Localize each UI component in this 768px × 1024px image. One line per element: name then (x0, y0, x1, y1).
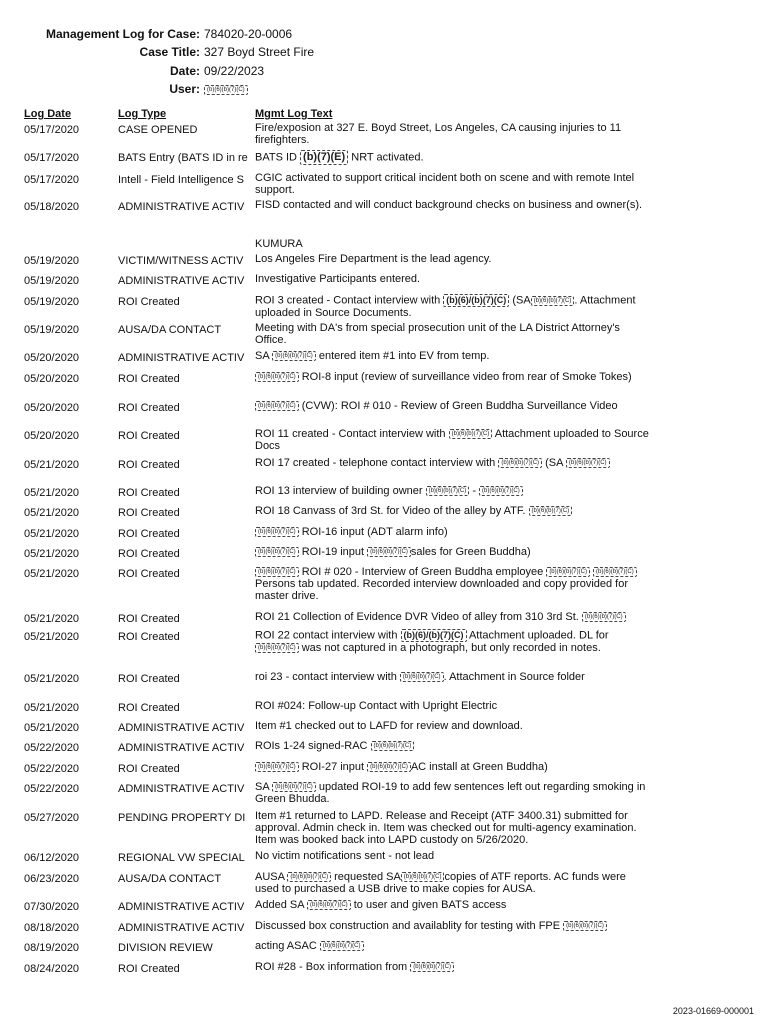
redaction-box: (b)(6)(b)(7)(C) (426, 486, 470, 496)
log-text-cell (255, 940, 650, 952)
log-text-segment: roi 23 - contact interview with (255, 671, 400, 683)
log-text-segment: (SA (542, 457, 566, 469)
log-date-cell: 05/21/2020 (24, 528, 80, 540)
log-text-segment: (SA (509, 294, 531, 307)
log-text-segment: Added SA (255, 899, 307, 911)
log-text-segment: (CVW): ROI # 010 - Review of Green Buddha Surveillance Video (298, 400, 618, 412)
case-number-row (0, 25, 292, 43)
column-header-mgmt-log-text: Mgmt Log Text (255, 108, 333, 120)
log-type-cell: ADMINISTRATIVE ACTIV (118, 742, 245, 754)
log-text-cell (255, 273, 650, 285)
log-text-segment: ROI-19 input (298, 546, 368, 558)
log-type-cell: ADMINISTRATIVE ACTIV (118, 783, 245, 795)
log-type-cell: ROI Created (118, 568, 180, 580)
log-text-segment: was not captured in a photograph, but only recorded in notes. (298, 642, 601, 654)
log-type-cell: AUSA/DA CONTACT (118, 324, 222, 336)
log-type-cell: ROI Created (118, 296, 180, 308)
log-date-cell: 06/23/2020 (24, 873, 80, 885)
log-text-segment: sales for Green Buddha) (410, 546, 531, 558)
log-text-segment: KUMURA (255, 238, 303, 250)
log-text-cell (255, 294, 650, 319)
log-text-segment: requested SA (331, 871, 401, 883)
log-text-cell (255, 253, 650, 265)
log-date-cell: 07/30/2020 (24, 901, 80, 913)
redaction-box: (b)(6)(b)(7)(C) (367, 547, 411, 557)
log-type-cell: ROI Created (118, 548, 180, 560)
document-id: 2023-01669-000001 (672, 1006, 754, 1016)
log-text-segment: to user and given BATS access (350, 899, 507, 911)
log-date-cell: 05/19/2020 (24, 296, 80, 308)
redaction-box: (b)(6)(b)(7)(C) (563, 921, 607, 931)
redaction-box: (b)(6)(b)(7)(C) (255, 547, 299, 557)
log-date-cell: 05/18/2020 (24, 201, 80, 213)
log-text-segment: ROI 3 created - Contact interview with (255, 294, 444, 307)
log-text-segment: entered item #1 into EV from temp. (315, 350, 490, 362)
redaction-box: (b)(6)/(b)(7)(C) (443, 294, 509, 307)
log-date-cell: 05/17/2020 (24, 124, 80, 136)
log-date-cell: 05/22/2020 (24, 742, 80, 754)
log-text-segment: ROI-16 input (ADT alarm info) (298, 526, 448, 538)
log-text-cell (255, 871, 650, 895)
log-date-cell: 05/22/2020 (24, 763, 80, 775)
log-text-segment: ROI #024: Follow-up Contact with Upright Electric (255, 700, 498, 712)
log-text-segment: Item #1 returned to LAPD. Release and Receipt (ATF 3400.31) submitted for approval. Admin check in. Item was checked out for multi-agency examination. Item was booked back into LAPD custody on 5/26/2020. (255, 810, 637, 846)
log-date-cell: 08/18/2020 (24, 922, 80, 934)
log-text-cell (255, 457, 650, 469)
redaction-box: (b)(6)(b)(7)(C) (582, 612, 626, 622)
log-text-segment: ROI # 020 - Interview of Green Buddha employee (298, 566, 547, 578)
log-type-cell: ROI Created (118, 507, 180, 519)
log-date-cell: 08/19/2020 (24, 942, 80, 954)
log-type-cell: ROI Created (118, 613, 180, 625)
log-text-segment: ROIs 1-24 signed-RAC (255, 740, 371, 752)
log-text-segment: No victim notifications sent - not lead (255, 850, 435, 862)
log-text-segment: Persons tab updated. Recorded interview downloaded and copy provided for master drive. (255, 578, 629, 602)
log-text-cell (255, 505, 650, 517)
log-text-segment: Attachment uploaded to Source Docs (255, 428, 649, 452)
log-text-cell (255, 172, 650, 196)
log-text-segment: ROI 21 Collection of Evidence DVR Video of alley from 310 3rd St. (255, 611, 582, 623)
log-date-cell: 05/20/2020 (24, 352, 80, 364)
redaction-box: (b)(6)(b)(7)(C) (593, 567, 637, 577)
log-type-cell: ROI Created (118, 528, 180, 540)
log-text-cell (255, 810, 650, 846)
log-type-cell: ROI Created (118, 763, 180, 775)
log-text-segment: ROI 13 interview of building owner (255, 485, 426, 497)
redaction-box: (b)(6)(b)(7)(C) (255, 372, 299, 382)
log-text-cell (255, 720, 650, 732)
log-date-cell: 05/19/2020 (24, 275, 80, 287)
redaction-box: (b)(6)(b)(7)(C) (255, 527, 299, 537)
log-text-segment: ROI 18 Canvass of 3rd St. for Video of the alley by ATF. (255, 505, 529, 517)
user-label: User: (169, 82, 200, 96)
log-text-segment: SA (255, 350, 273, 362)
log-type-cell: Intell - Field Intelligence S (118, 174, 244, 186)
log-text-segment: BATS ID (255, 151, 301, 164)
log-type-cell: ROI Created (118, 430, 180, 442)
case-number-value: 784020-20-0006 (204, 27, 293, 41)
log-text-segment: ROI 22 contact interview with (255, 629, 401, 642)
log-text-cell (255, 611, 650, 623)
log-type-cell: ROI Created (118, 631, 180, 643)
log-text-cell (255, 199, 650, 211)
log-text-segment: AC install at Green Buddha) (410, 761, 548, 773)
redaction-box: (b)(6)(b)(7)(C) (287, 872, 331, 882)
redaction-box: (b)(6)(b)(7)(C) (367, 762, 411, 772)
log-type-cell: VICTIM/WITNESS ACTIV (118, 255, 244, 267)
redaction-box: (b)(6)(b)(7)(C) (307, 900, 351, 910)
log-date-cell: 05/19/2020 (24, 324, 80, 336)
log-text-cell (255, 850, 650, 862)
log-text-segment: updated ROI-19 to add few sentences left out regarding smoking in Green Bhudda. (255, 781, 646, 805)
log-date-cell: 05/20/2020 (24, 373, 80, 385)
user-row (0, 80, 248, 98)
log-text-cell (255, 700, 650, 712)
log-text-segment: AUSA (255, 871, 288, 883)
log-date-cell: 05/19/2020 (24, 255, 80, 267)
log-date-cell: 05/17/2020 (24, 152, 80, 164)
log-text-segment: . Attachment in Source folder (443, 671, 585, 683)
log-text-segment: ROI-27 input (298, 761, 368, 773)
log-date-cell: 05/27/2020 (24, 812, 80, 824)
log-text-segment: copies of ATF reports. AC funds were used to purchased a USB drive to make copies for AUSA. (255, 871, 626, 895)
date-label: Date: (169, 64, 200, 78)
log-type-cell: CASE OPENED (118, 124, 198, 136)
log-text-cell (255, 546, 650, 558)
log-text-cell (255, 485, 650, 497)
log-text-segment: NRT activated. (348, 151, 424, 164)
log-text-cell (255, 371, 650, 383)
log-text-segment: ROI 11 created - Contact interview with (255, 428, 449, 440)
redaction-box: (b)(6)/(b)(7)(C) (401, 629, 467, 642)
redaction-box: (b)(6)(b)(7)(C) (272, 782, 316, 792)
log-text-cell (255, 920, 650, 932)
log-date-cell: 05/21/2020 (24, 487, 80, 499)
log-type-cell: ROI Created (118, 373, 180, 385)
log-text-cell (255, 761, 650, 773)
log-date-cell: 05/21/2020 (24, 459, 80, 471)
log-text-segment: - (469, 485, 480, 497)
column-header-log-date: Log Date (24, 108, 72, 120)
log-text-cell (255, 526, 650, 538)
case-title-row (0, 43, 314, 61)
log-text-cell (255, 400, 650, 412)
redaction-box: (b)(6)(b)(7)(C) (320, 941, 364, 951)
redaction-box: (b)(6)(b)(7)(C) (479, 486, 523, 496)
log-text-cell (255, 566, 650, 602)
log-date-cell: 05/20/2020 (24, 402, 80, 414)
redaction-box: (b)(6)(b)(7)(C) (255, 762, 299, 772)
log-type-cell: REGIONAL VW SPECIAL (118, 852, 245, 864)
redaction-box: (b)(6)(b)(7)(C) (498, 458, 542, 468)
log-text-cell (255, 238, 650, 250)
case-title-label: Case Title: (139, 45, 200, 59)
log-text-cell (255, 122, 650, 146)
redaction-box: (b)(6)(b)(7)(C) (449, 429, 493, 439)
log-text-cell (255, 899, 650, 911)
log-text-cell (255, 629, 650, 654)
log-text-segment: . Attachment uploaded in Source Documents. (255, 294, 636, 319)
log-text-segment: SA (255, 781, 273, 793)
log-text-segment: Meeting with DA's from special prosecution unit of the LA District Attorney's Office. (255, 322, 620, 346)
case-title-value: 327 Boyd Street Fire (204, 45, 315, 59)
log-type-cell: ROI Created (118, 963, 180, 975)
log-text-cell (255, 350, 650, 362)
log-type-cell: DIVISION REVIEW (118, 942, 213, 954)
log-type-cell: ROI Created (118, 487, 180, 499)
log-date-cell: 05/21/2020 (24, 722, 80, 734)
log-type-cell: ADMINISTRATIVE ACTIV (118, 201, 245, 213)
date-value: 09/22/2023 (204, 64, 265, 78)
redaction-box: (b)(6)(b)(7)(C) (400, 672, 444, 682)
log-type-cell: ROI Created (118, 673, 180, 685)
log-date-cell: 05/22/2020 (24, 783, 80, 795)
log-type-cell: ADMINISTRATIVE ACTIV (118, 722, 245, 734)
log-type-cell: ADMINISTRATIVE ACTIV (118, 901, 245, 913)
log-date-cell: 05/21/2020 (24, 568, 80, 580)
log-text-segment: ROI-8 input (review of surveillance video from rear of Smoke Tokes) (298, 371, 632, 383)
log-text-cell (255, 781, 650, 805)
log-text-cell (255, 150, 650, 165)
redaction-box: (b)(6)(b)(7)(C) (531, 296, 575, 306)
log-text-segment: Fire/exposion at 327 E. Boyd Street, Los Angeles, CA causing injuries to 11 firefighters. (255, 122, 622, 146)
log-text-segment: Attachment uploaded. DL for (466, 629, 609, 642)
log-type-cell: AUSA/DA CONTACT (118, 873, 222, 885)
case-number-label: Management Log for Case: (45, 27, 200, 41)
log-date-cell: 08/24/2020 (24, 963, 80, 975)
log-type-cell: ROI Created (118, 402, 180, 414)
log-type-cell: ROI Created (118, 702, 180, 714)
log-date-cell: 05/21/2020 (24, 673, 80, 685)
redaction-box: (b)(6)(b)(7)(C) (410, 962, 454, 972)
log-type-cell: BATS Entry (BATS ID in re (118, 152, 248, 164)
redaction-box: (b)(7)(E) (300, 150, 348, 165)
log-text-segment: Los Angeles Fire Department is the lead agency. (255, 253, 492, 265)
log-type-cell: ADMINISTRATIVE ACTIV (118, 922, 245, 934)
redaction-box: (b)(6)(b)(7)(C) (255, 401, 299, 411)
log-date-cell: 05/17/2020 (24, 174, 80, 186)
log-text-cell (255, 428, 650, 452)
log-date-cell: 05/21/2020 (24, 507, 80, 519)
redaction-box: (b)(6)(b)(7)(C) (529, 506, 573, 516)
redaction-box: (b)(6)(b)(7)(C) (272, 351, 316, 361)
log-text-segment: Item #1 checked out to LAFD for review and download. (255, 720, 523, 732)
date-row (0, 62, 264, 80)
redaction-box: (b)(6)(b)(7)(C) (566, 458, 610, 468)
log-date-cell: 05/21/2020 (24, 631, 80, 643)
log-type-cell: ADMINISTRATIVE ACTIV (118, 352, 245, 364)
column-header-log-type: Log Type (118, 108, 167, 120)
log-date-cell: 05/20/2020 (24, 430, 80, 442)
log-type-cell: ROI Created (118, 459, 180, 471)
redaction-box: (b)(6)(b)(7)(C) (204, 85, 248, 95)
log-date-cell: 05/21/2020 (24, 613, 80, 625)
log-type-cell: ADMINISTRATIVE ACTIV (118, 275, 245, 287)
log-text-segment: acting ASAC (255, 940, 320, 952)
log-date-cell: 06/12/2020 (24, 852, 80, 864)
log-type-cell: PENDING PROPERTY DI (118, 812, 246, 824)
log-text-segment: Investigative Participants entered. (255, 273, 421, 285)
log-text-segment: ROI 17 created - telephone contact interview with (255, 457, 499, 469)
redaction-box: (b)(6)(b)(7)(C) (401, 872, 445, 882)
log-text-cell (255, 961, 650, 973)
log-text-cell (255, 671, 650, 683)
log-text-cell (255, 322, 650, 346)
log-text-segment: ROI #28 - Box information from (255, 961, 411, 973)
log-date-cell: 05/21/2020 (24, 548, 80, 560)
redaction-box: (b)(6)(b)(7)(C) (255, 567, 299, 577)
redaction-box: (b)(6)(b)(7)(C) (255, 643, 299, 653)
log-text-segment: Discussed box construction and availablity for testing with FPE (255, 920, 564, 932)
log-text-cell (255, 740, 650, 752)
redaction-box: (b)(6)(b)(7)(C) (546, 567, 590, 577)
redaction-box: (b)(6)(b)(7)(C) (371, 741, 415, 751)
log-date-cell: 05/21/2020 (24, 702, 80, 714)
log-text-segment: CGIC activated to support critical incident both on scene and with remote Intel support. (255, 172, 635, 196)
log-text-segment: FISD contacted and will conduct background checks on business and owner(s). (255, 199, 643, 211)
